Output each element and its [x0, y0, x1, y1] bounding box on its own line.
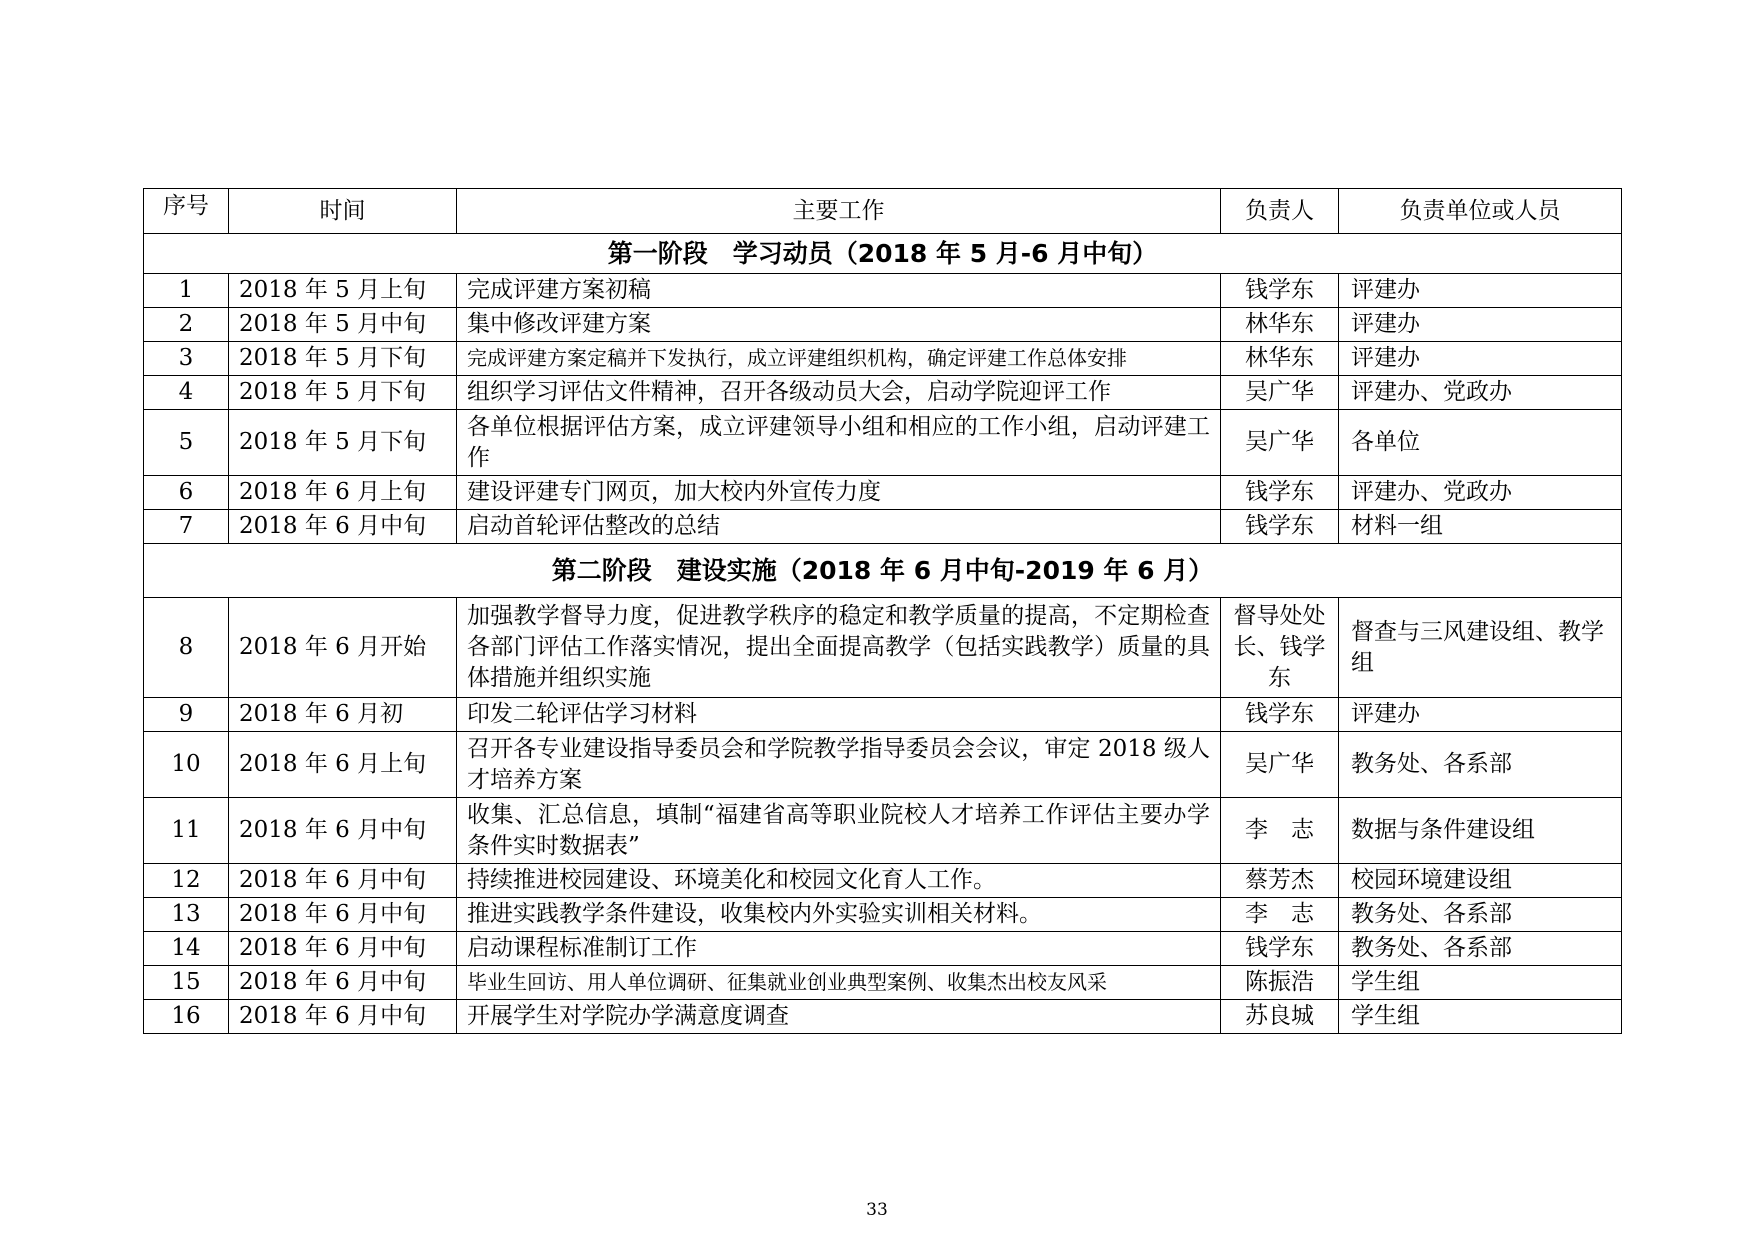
row-num: 16 [144, 1000, 229, 1034]
table-row [144, 598, 1622, 698]
row-time: 2018 年 6 月中旬 [229, 966, 457, 1000]
row-time: 2018 年 6 月初 [229, 698, 457, 732]
row-num: 9 [144, 698, 229, 732]
row-num: 5 [144, 410, 229, 476]
table-row [144, 376, 1622, 410]
row-time: 2018 年 6 月上旬 [229, 476, 457, 510]
row-num: 13 [144, 898, 229, 932]
row-time: 2018 年 6 月中旬 [229, 798, 457, 864]
row-time: 2018 年 5 月上旬 [229, 274, 457, 308]
row-unit: 教务处、各系部 [1339, 932, 1622, 966]
row-work: 毕业生回访、用人单位调研、征集就业创业典型案例、收集杰出校友风采 [457, 966, 1221, 1000]
header-num: 序号 [144, 189, 229, 234]
row-num: 1 [144, 274, 229, 308]
table-row [144, 698, 1622, 732]
row-owner: 吴广华 [1221, 732, 1339, 798]
row-work: 印发二轮评估学习材料 [457, 698, 1221, 732]
row-time: 2018 年 5 月中旬 [229, 308, 457, 342]
row-time: 2018 年 6 月中旬 [229, 1000, 457, 1034]
row-unit: 评建办 [1339, 308, 1622, 342]
row-owner: 吴广华 [1221, 410, 1339, 476]
row-work: 完成评建方案定稿并下发执行，成立评建组织机构，确定评建工作总体安排 [457, 342, 1221, 376]
row-num: 6 [144, 476, 229, 510]
row-owner: 督导处处长、钱学东 [1221, 598, 1339, 698]
header-owner: 负责人 [1221, 189, 1339, 234]
row-owner: 钱学东 [1221, 476, 1339, 510]
table-row [144, 966, 1622, 1000]
row-unit: 评建办、党政办 [1339, 476, 1622, 510]
stage-title-2: 第二阶段 建设实施（2018 年 6 月中旬-2019 年 6 月） [144, 544, 1622, 598]
row-unit: 各单位 [1339, 410, 1622, 476]
table-row [144, 864, 1622, 898]
row-unit: 数据与条件建设组 [1339, 798, 1622, 864]
row-unit: 督查与三风建设组、教学组 [1339, 598, 1622, 698]
row-work: 持续推进校园建设、环境美化和校园文化育人工作。 [457, 864, 1221, 898]
row-unit: 教务处、各系部 [1339, 732, 1622, 798]
table-row [144, 476, 1622, 510]
row-owner: 钱学东 [1221, 274, 1339, 308]
row-num: 7 [144, 510, 229, 544]
row-time: 2018 年 6 月中旬 [229, 932, 457, 966]
row-unit: 评建办、党政办 [1339, 376, 1622, 410]
row-owner: 苏良城 [1221, 1000, 1339, 1034]
row-time: 2018 年 6 月中旬 [229, 510, 457, 544]
row-time: 2018 年 5 月下旬 [229, 342, 457, 376]
row-owner: 林华东 [1221, 342, 1339, 376]
row-time: 2018 年 6 月开始 [229, 598, 457, 698]
row-work: 推进实践教学条件建设，收集校内外实验实训相关材料。 [457, 898, 1221, 932]
header-row [144, 189, 1622, 234]
table-row [144, 308, 1622, 342]
row-unit: 评建办 [1339, 698, 1622, 732]
row-owner: 陈振浩 [1221, 966, 1339, 1000]
row-work: 各单位根据评估方案，成立评建领导小组和相应的工作小组，启动评建工作 [457, 410, 1221, 476]
row-unit: 评建办 [1339, 274, 1622, 308]
stage-row-1 [144, 234, 1622, 274]
row-work: 收集、汇总信息，填制“福建省高等职业院校人才培养工作评估主要办学条件实时数据表” [457, 798, 1221, 864]
row-time: 2018 年 5 月下旬 [229, 410, 457, 476]
row-work: 开展学生对学院办学满意度调查 [457, 1000, 1221, 1034]
row-owner: 李 志 [1221, 798, 1339, 864]
row-owner: 钱学东 [1221, 932, 1339, 966]
header-unit: 负责单位或人员 [1339, 189, 1622, 234]
row-unit: 材料一组 [1339, 510, 1622, 544]
row-work: 启动课程标准制订工作 [457, 932, 1221, 966]
row-num: 14 [144, 932, 229, 966]
row-time: 2018 年 6 月中旬 [229, 898, 457, 932]
row-owner: 钱学东 [1221, 698, 1339, 732]
row-time: 2018 年 5 月下旬 [229, 376, 457, 410]
row-work: 加强教学督导力度，促进教学秩序的稳定和教学质量的提高，不定期检查各部门评估工作落实情况，提出全面提高教学（包括实践教学）质量的具体措施并组织实施 [457, 598, 1221, 698]
stage-row-2 [144, 544, 1622, 598]
plan-table [143, 188, 1622, 1034]
row-work: 召开各专业建设指导委员会和学院教学指导委员会会议，审定 2018 级人才培养方案 [457, 732, 1221, 798]
row-owner: 蔡芳杰 [1221, 864, 1339, 898]
row-num: 2 [144, 308, 229, 342]
row-num: 4 [144, 376, 229, 410]
row-work: 建设评建专门网页，加大校内外宣传力度 [457, 476, 1221, 510]
header-time: 时间 [229, 189, 457, 234]
row-work: 完成评建方案初稿 [457, 274, 1221, 308]
stage-title-1: 第一阶段 学习动员（2018 年 5 月-6 月中旬） [144, 234, 1622, 274]
row-unit: 校园环境建设组 [1339, 864, 1622, 898]
table-row [144, 732, 1622, 798]
row-num: 10 [144, 732, 229, 798]
row-owner: 钱学东 [1221, 510, 1339, 544]
row-work: 集中修改评建方案 [457, 308, 1221, 342]
header-work: 主要工作 [457, 189, 1221, 234]
row-unit: 学生组 [1339, 966, 1622, 1000]
table-row [144, 510, 1622, 544]
row-work: 组织学习评估文件精神，召开各级动员大会，启动学院迎评工作 [457, 376, 1221, 410]
row-num: 15 [144, 966, 229, 1000]
row-time: 2018 年 6 月上旬 [229, 732, 457, 798]
row-unit: 教务处、各系部 [1339, 898, 1622, 932]
table-row [144, 410, 1622, 476]
row-num: 12 [144, 864, 229, 898]
table-row [144, 798, 1622, 864]
row-work: 启动首轮评估整改的总结 [457, 510, 1221, 544]
page-number: 33 [866, 1200, 888, 1220]
row-unit: 学生组 [1339, 1000, 1622, 1034]
table-row [144, 898, 1622, 932]
row-num: 8 [144, 598, 229, 698]
row-owner: 林华东 [1221, 308, 1339, 342]
table-row [144, 1000, 1622, 1034]
table-row [144, 932, 1622, 966]
row-owner: 李 志 [1221, 898, 1339, 932]
row-time: 2018 年 6 月中旬 [229, 864, 457, 898]
row-owner: 吴广华 [1221, 376, 1339, 410]
table-row [144, 274, 1622, 308]
row-num: 11 [144, 798, 229, 864]
row-unit: 评建办 [1339, 342, 1622, 376]
table-row [144, 342, 1622, 376]
row-num: 3 [144, 342, 229, 376]
